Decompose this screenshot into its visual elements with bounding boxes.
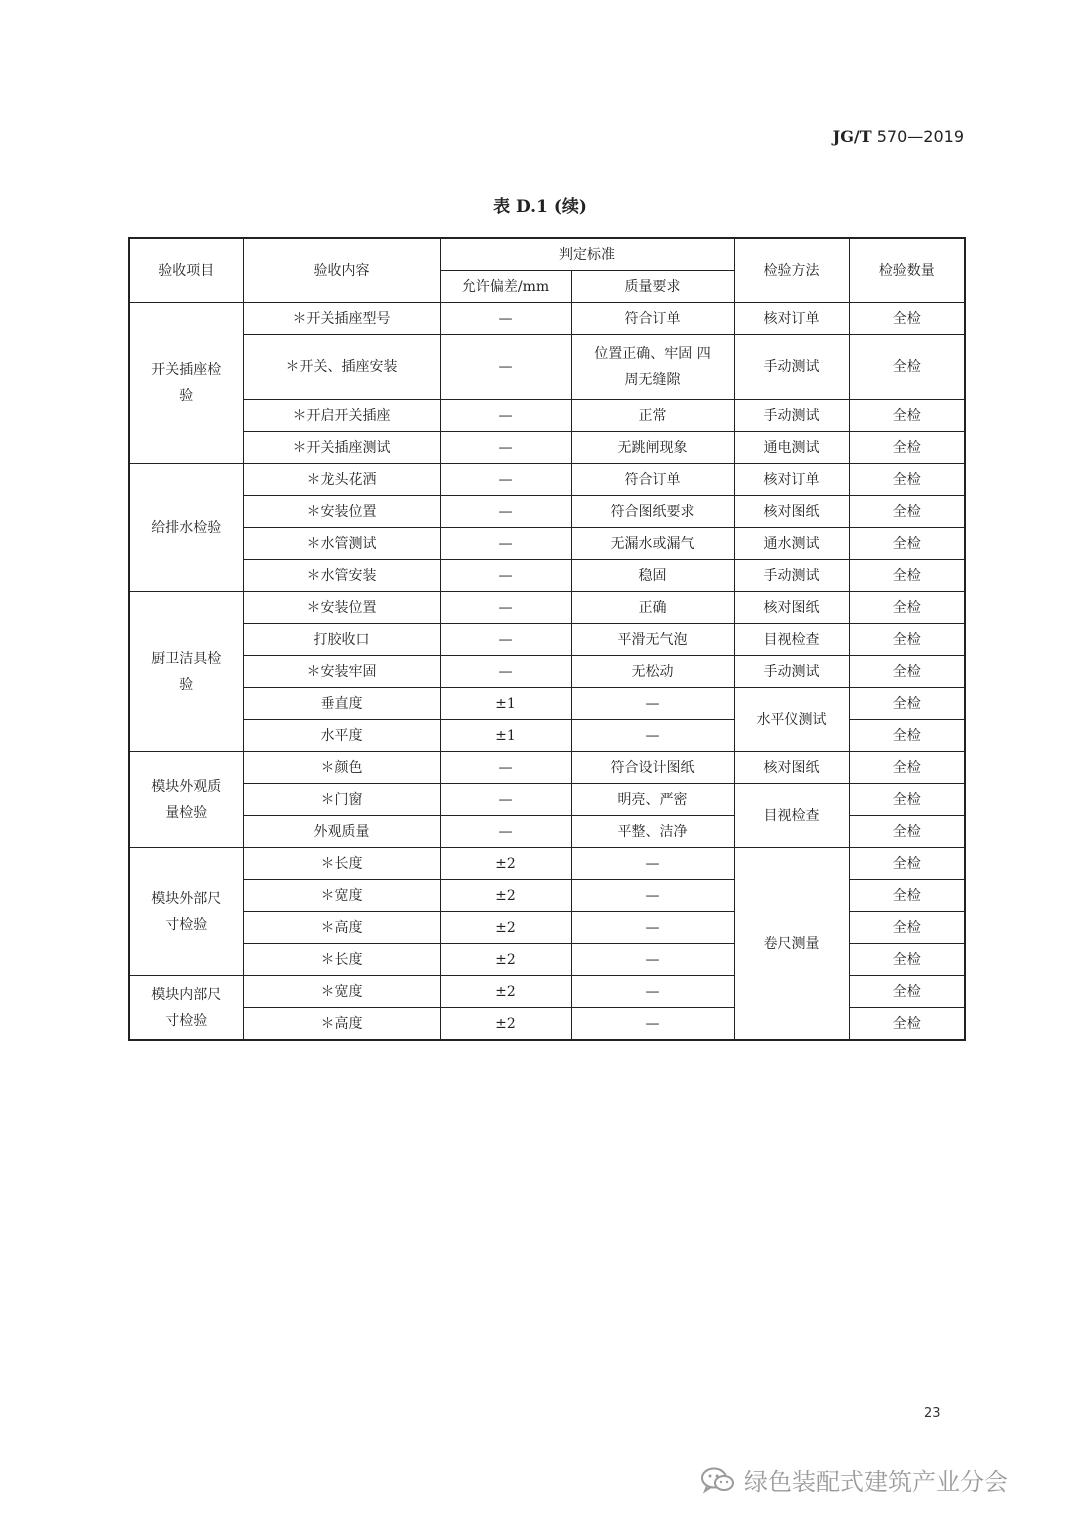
cell-quantity: 全检: [849, 560, 965, 592]
cell-quantity: 全检: [849, 784, 965, 816]
cell-quantity: 全检: [849, 464, 965, 496]
cell-content: ＊安装位置: [243, 496, 440, 528]
cell-content: ＊高度: [243, 1008, 440, 1041]
table-row: [129, 656, 965, 688]
cell-deviation: —: [440, 624, 571, 656]
cell-deviation: —: [440, 303, 571, 335]
cell-content: ＊安装位置: [243, 592, 440, 624]
cell-quantity: 全检: [849, 335, 965, 400]
table-row: [129, 528, 965, 560]
group-item: 厨卫洁具检验: [129, 592, 243, 752]
cell-method: 通水测试: [734, 528, 849, 560]
cell-method: 核对图纸: [734, 752, 849, 784]
cell-quality: —: [571, 944, 734, 976]
wechat-icon: [700, 1466, 736, 1494]
table-row: [129, 335, 965, 400]
cell-quantity: 全检: [849, 912, 965, 944]
standard-code: JG/T 570—2019: [832, 127, 964, 146]
cell-quality: —: [571, 688, 734, 720]
cell-content: ＊开关、插座安装: [243, 335, 440, 400]
cell-deviation: ±2: [440, 976, 571, 1008]
cell-deviation: —: [440, 560, 571, 592]
cell-quality: 正确: [571, 592, 734, 624]
table-row: [129, 560, 965, 592]
cell-quality: —: [571, 912, 734, 944]
cell-deviation: —: [440, 432, 571, 464]
cell-quality: 无漏水或漏气: [571, 528, 734, 560]
cell-deviation: —: [440, 592, 571, 624]
cell-deviation: —: [440, 335, 571, 400]
group-item: 模块外观质量检验: [129, 752, 243, 848]
header-content: 验收内容: [243, 238, 440, 303]
cell-quantity: 全检: [849, 848, 965, 880]
inspection-table: [128, 237, 966, 1041]
cell-content: ＊开启开关插座: [243, 400, 440, 432]
cell-method: 手动测试: [734, 335, 849, 400]
cell-content: 垂直度: [243, 688, 440, 720]
cell-quality: —: [571, 1008, 734, 1041]
cell-method: 目视检查: [734, 624, 849, 656]
cell-quality: —: [571, 720, 734, 752]
cell-method: 核对订单: [734, 464, 849, 496]
watermark: [700, 1462, 1008, 1497]
cell-content: ＊水管安装: [243, 560, 440, 592]
cell-content: ＊安装牢固: [243, 656, 440, 688]
cell-quality: 平整、洁净: [571, 816, 734, 848]
cell-method: 核对图纸: [734, 496, 849, 528]
cell-quantity: 全检: [849, 303, 965, 335]
cell-deviation: ±2: [440, 1008, 571, 1041]
cell-quantity: 全检: [849, 944, 965, 976]
cell-quality: —: [571, 976, 734, 1008]
cell-content: ＊宽度: [243, 976, 440, 1008]
cell-content: ＊长度: [243, 944, 440, 976]
cell-method: 手动测试: [734, 560, 849, 592]
group-item: 模块外部尺寸检验: [129, 848, 243, 976]
cell-method: 核对图纸: [734, 592, 849, 624]
cell-quality: 位置正确、牢固 四周无缝隙: [571, 335, 734, 400]
table-row: [129, 432, 965, 464]
cell-content: ＊高度: [243, 912, 440, 944]
cell-deviation: —: [440, 528, 571, 560]
cell-deviation: ±2: [440, 944, 571, 976]
header-deviation: 允许偏差/mm: [440, 271, 571, 303]
table-row: [129, 752, 965, 784]
cell-content: ＊长度: [243, 848, 440, 880]
cell-quality: —: [571, 848, 734, 880]
header-method: 检验方法: [734, 238, 849, 303]
group-item: 模块内部尺寸检验: [129, 976, 243, 1041]
cell-quality: 符合图纸要求: [571, 496, 734, 528]
cell-deviation: ±1: [440, 688, 571, 720]
cell-method: 手动测试: [734, 400, 849, 432]
cell-method: 通电测试: [734, 432, 849, 464]
cell-deviation: ±1: [440, 720, 571, 752]
cell-quality: 稳固: [571, 560, 734, 592]
cell-quantity: 全检: [849, 752, 965, 784]
cell-quality: 符合设计图纸: [571, 752, 734, 784]
cell-quality: 明亮、严密: [571, 784, 734, 816]
header-criteria: 判定标准: [440, 238, 734, 271]
cell-content: ＊颜色: [243, 752, 440, 784]
cell-deviation: —: [440, 752, 571, 784]
cell-quality: 无松动: [571, 656, 734, 688]
table-row: [129, 496, 965, 528]
cell-deviation: ±2: [440, 880, 571, 912]
cell-quantity: 全检: [849, 720, 965, 752]
cell-quality: 正常: [571, 400, 734, 432]
cell-quantity: 全检: [849, 1008, 965, 1041]
cell-method: 核对订单: [734, 303, 849, 335]
cell-quantity: 全检: [849, 624, 965, 656]
table-title: 表 D.1 (续): [493, 197, 587, 217]
cell-method: 手动测试: [734, 656, 849, 688]
cell-quantity: 全检: [849, 592, 965, 624]
cell-content: ＊宽度: [243, 880, 440, 912]
table-row: [129, 624, 965, 656]
cell-deviation: ±2: [440, 912, 571, 944]
cell-method: 卷尺测量: [734, 848, 849, 1041]
cell-content: ＊开关插座测试: [243, 432, 440, 464]
cell-quantity: 全检: [849, 400, 965, 432]
cell-quality: 平滑无气泡: [571, 624, 734, 656]
cell-content: 水平度: [243, 720, 440, 752]
table-row: [129, 848, 965, 880]
cell-method: 目视检查: [734, 784, 849, 848]
cell-deviation: —: [440, 656, 571, 688]
header-quality: 质量要求: [571, 271, 734, 303]
page-number: 23: [924, 1406, 941, 1421]
cell-deviation: —: [440, 784, 571, 816]
cell-quantity: 全检: [849, 976, 965, 1008]
table-row: [129, 464, 965, 496]
table-row: [129, 400, 965, 432]
cell-content: 打胶收口: [243, 624, 440, 656]
cell-method: 水平仪测试: [734, 688, 849, 752]
group-item: 给排水检验: [129, 464, 243, 592]
header-quantity: 检验数量: [849, 238, 965, 303]
cell-content: ＊门窗: [243, 784, 440, 816]
cell-quantity: 全检: [849, 528, 965, 560]
cell-quantity: 全检: [849, 432, 965, 464]
group-item: 开关插座检验: [129, 303, 243, 464]
header-item: 验收项目: [129, 238, 243, 303]
cell-quantity: 全检: [849, 880, 965, 912]
cell-deviation: —: [440, 464, 571, 496]
cell-quality: 符合订单: [571, 464, 734, 496]
cell-deviation: —: [440, 816, 571, 848]
cell-quantity: 全检: [849, 688, 965, 720]
cell-quality: —: [571, 880, 734, 912]
cell-content: ＊开关插座型号: [243, 303, 440, 335]
table-row: [129, 688, 965, 720]
cell-quantity: 全检: [849, 816, 965, 848]
cell-quality: 无跳闸现象: [571, 432, 734, 464]
cell-quantity: 全检: [849, 496, 965, 528]
cell-quality: 符合订单: [571, 303, 734, 335]
cell-content: ＊水管测试: [243, 528, 440, 560]
cell-quantity: 全检: [849, 656, 965, 688]
cell-deviation: —: [440, 496, 571, 528]
cell-content: ＊龙头花洒: [243, 464, 440, 496]
table-row: [129, 592, 965, 624]
cell-content: 外观质量: [243, 816, 440, 848]
table-row: [129, 303, 965, 335]
watermark-text: 绿色装配式建筑产业分会: [744, 1468, 1008, 1496]
cell-deviation: ±2: [440, 848, 571, 880]
cell-deviation: —: [440, 400, 571, 432]
table-row: [129, 784, 965, 816]
